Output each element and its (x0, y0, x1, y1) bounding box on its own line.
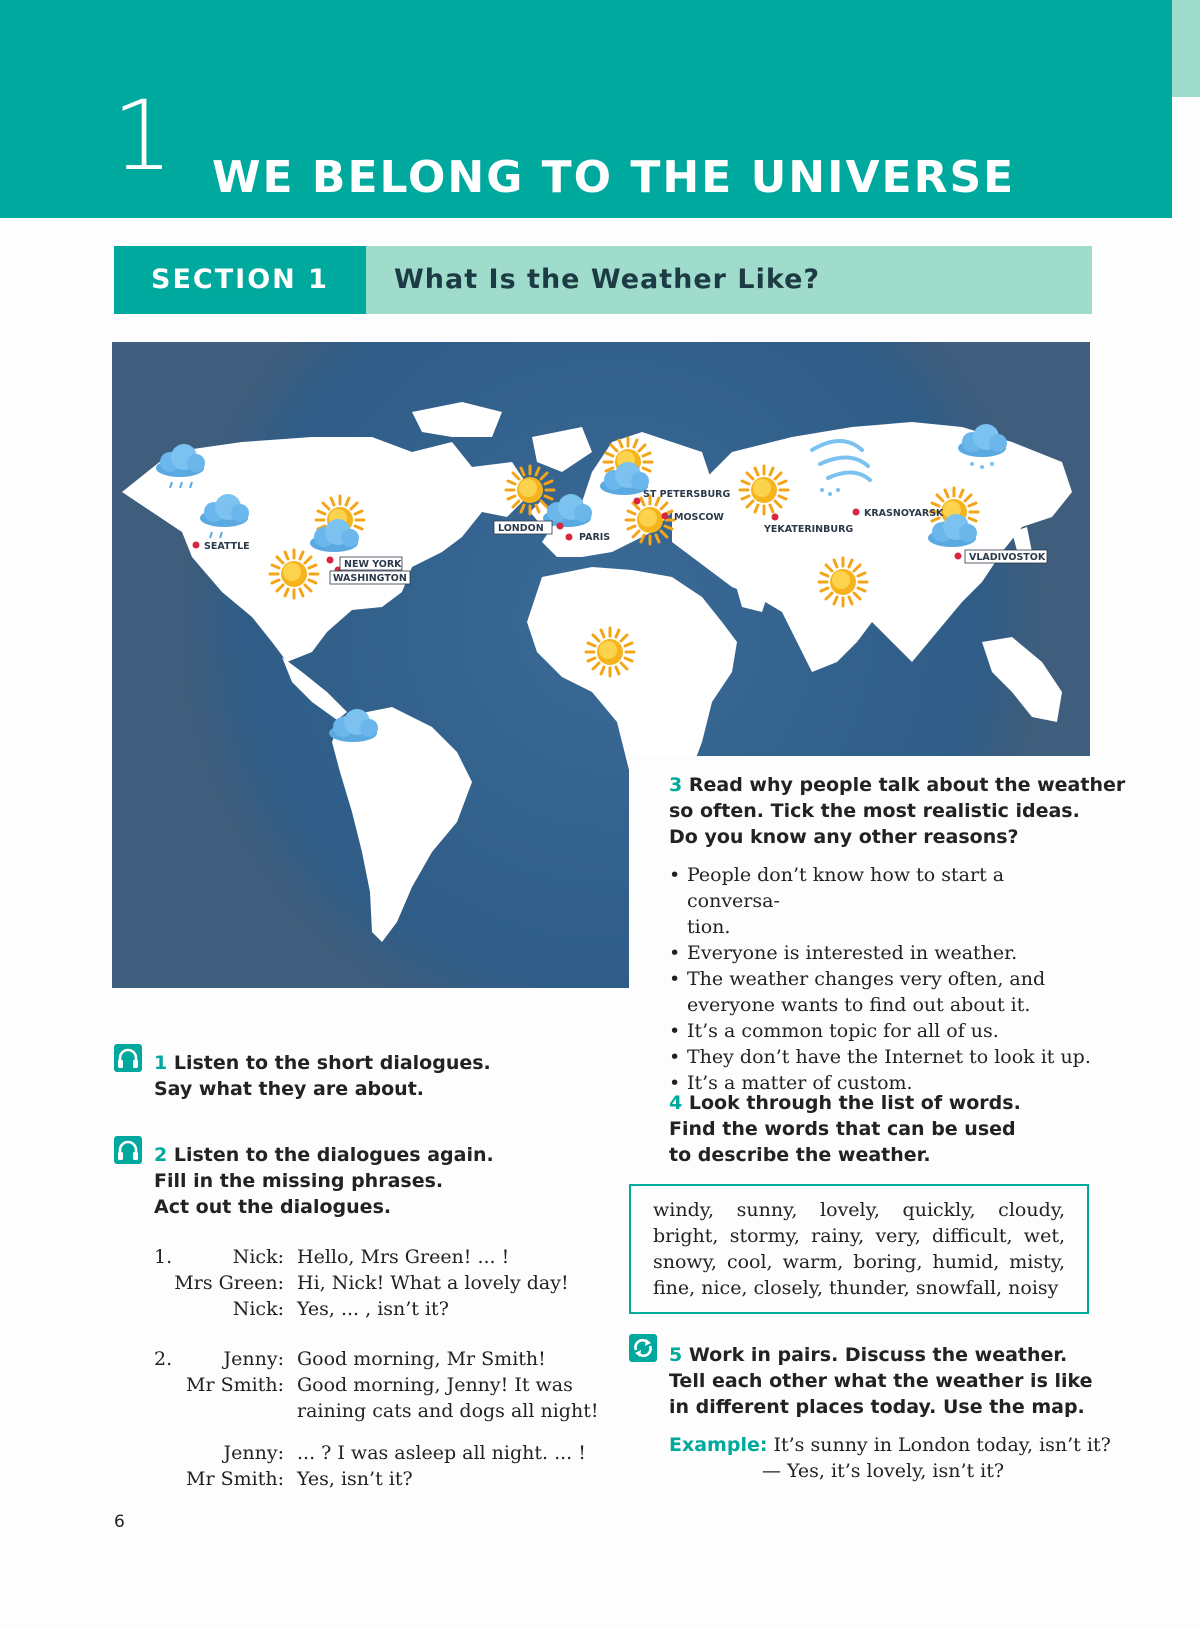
city-label: PARIS (579, 532, 611, 543)
city-label: KRASNOYARSK (864, 508, 944, 519)
dialogue-line: Good morning, Jenny! It was (297, 1374, 573, 1396)
task1-line: Listen to the short dialogues. (173, 1052, 491, 1074)
task-number: 4 (669, 1092, 683, 1114)
speaker: Mr Smith: (186, 1374, 284, 1396)
task3-bullet-list (669, 862, 1099, 1096)
city-label: NEW YORK (344, 559, 402, 570)
task5-line: Work in pairs. Discuss the weather. (688, 1344, 1068, 1366)
section-title-box (366, 246, 1092, 314)
bullet-item: • The weather changes very often, and everyone wants to find out about it. (669, 966, 1099, 1018)
sun-icon (270, 550, 318, 598)
sun-icon (506, 466, 554, 514)
bullet-item: • It’s a common topic for all of us. (669, 1018, 1099, 1044)
speaker: Mrs Green: (174, 1272, 284, 1294)
speaker: Nick: (232, 1298, 284, 1320)
task2-line: Listen to the dialogues again. (173, 1144, 494, 1166)
task2-heading (154, 1142, 594, 1220)
dialogue-number: 2. (154, 1348, 173, 1370)
unit-number: 1 (112, 80, 174, 192)
task3-line: Read why people talk about the weather (688, 774, 1126, 796)
task4-line: Look through the list of words. (688, 1092, 1021, 1114)
sun-icon (740, 466, 788, 514)
dialogue-line: Hello, Mrs Green! ... ! (297, 1246, 510, 1268)
headphones-icon (114, 1136, 142, 1164)
city-label: VLADIVOSTOK (969, 552, 1046, 563)
city-label: WASHINGTON (333, 573, 407, 584)
speaker: Nick: (232, 1246, 284, 1268)
task3-heading (669, 772, 1126, 850)
bullet-item: • They don’t have the Internet to look it up. (669, 1044, 1099, 1070)
city-label: YEKATERINBURG (764, 524, 854, 535)
example-line: — Yes, it’s lovely, isn’t it? (762, 1460, 1005, 1482)
task5-heading (669, 1342, 1099, 1420)
task4-line: to describe the weather. (669, 1144, 931, 1166)
dialogue-line: Yes, ... , isn’t it? (297, 1298, 449, 1320)
task4-heading (669, 1090, 1099, 1168)
section-label-box (114, 246, 366, 314)
task-number: 5 (669, 1344, 683, 1366)
dialogue-line: Yes, isn’t it? (297, 1468, 413, 1490)
sun-icon (626, 496, 674, 544)
dialogue-number: 1. (154, 1246, 173, 1268)
example-label: Example: (669, 1434, 768, 1456)
city-label: ST PETERSBURG (643, 489, 731, 500)
sun-icon (586, 628, 634, 676)
city-label: MOSCOW (674, 512, 724, 523)
word-list-box: windy, sunny, lovely, quickly, cloudy, bright, stormy, rainy, very, difficult, wet, snowy, cool, warm, boring, humid, misty, fine, nice, closely, thunder, snowfall, noisy (629, 1184, 1089, 1314)
city-label: LONDON (498, 523, 544, 534)
pair-work-icon (629, 1334, 657, 1362)
task1-heading (154, 1050, 594, 1102)
unit-title: WE BELONG TO THE UNIVERSE (212, 152, 1016, 203)
task5-example (669, 1432, 1111, 1458)
task3-line: so often. Tick the most realistic ideas. (669, 800, 1080, 822)
task1-line: Say what they are about. (154, 1078, 425, 1100)
city-label: SEATTLE (204, 541, 250, 552)
task5-line: Tell each other what the weather is like (669, 1370, 1093, 1392)
task2-line: Fill in the missing phrases. (154, 1170, 444, 1192)
task-number: 2 (154, 1144, 168, 1166)
side-tab (1172, 0, 1200, 97)
bullet-item: • People don’t know how to start a conversa- tion. (669, 862, 1099, 940)
task3-line: Do you know any other reasons? (669, 826, 1019, 848)
task-number: 3 (669, 774, 683, 796)
speaker: Jenny: (223, 1442, 284, 1464)
dialogue-line: Hi, Nick! What a lovely day! (297, 1272, 569, 1294)
sun-icon (819, 558, 867, 606)
dialogue-line: Good morning, Mr Smith! (297, 1348, 546, 1370)
bullet-item: • Everyone is interested in weather. (669, 940, 1099, 966)
headphones-icon (114, 1044, 142, 1072)
task5-line: in different places today. Use the map. (669, 1396, 1085, 1418)
section-label: SECTION 1 (151, 264, 329, 295)
dialogue-line: raining cats and dogs all night! (297, 1400, 599, 1422)
page-number: 6 (114, 1512, 125, 1532)
speaker: Jenny: (223, 1348, 284, 1370)
task-number: 1 (154, 1052, 168, 1074)
task4-line: Find the words that can be used (669, 1118, 1016, 1140)
dialogue-line: ... ? I was asleep all night. ... ! (297, 1442, 586, 1464)
section-title: What Is the Weather Like? (394, 264, 821, 295)
speaker: Mr Smith: (186, 1468, 284, 1490)
example-line: It’s sunny in London today, isn’t it? (773, 1434, 1111, 1456)
task2-line: Act out the dialogues. (154, 1196, 392, 1218)
bullet-item: • It’s a matter of custom. (669, 1070, 1099, 1096)
